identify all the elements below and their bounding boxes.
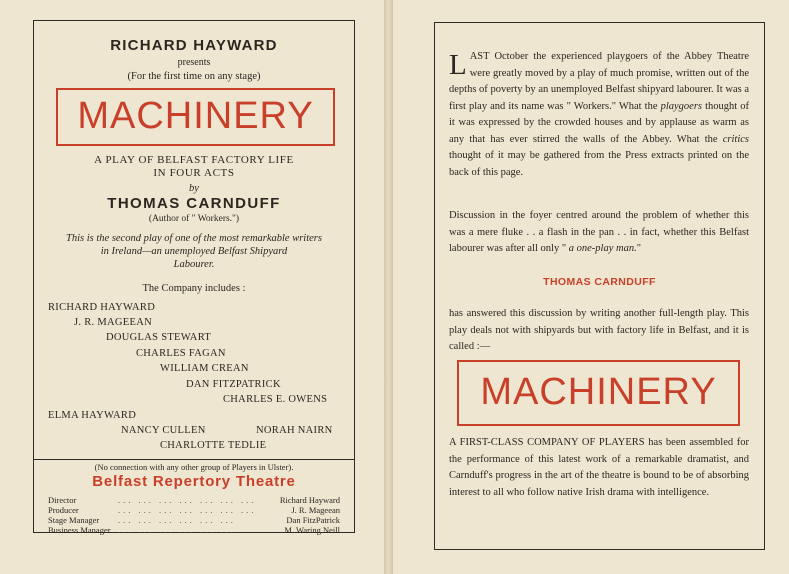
cast-member: CHARLES E. OWENS: [223, 394, 328, 405]
presents-label: presents: [177, 57, 211, 68]
theatre-name: Belfast Repertory Theatre: [92, 473, 296, 490]
intro-text-a: AST October the experienced playgoers of the Abbey Theatre were greatly moved by a play of much promise, written out of the depths of poverty by an unemployed Belfast shipyard labourer. It was a first play and its name was " Workers." What the: [449, 51, 749, 112]
left-page: [0, 0, 384, 574]
leader-dots: ... ... ... ... ... ... ...: [118, 495, 257, 505]
cast-member: CHARLES FAGAN: [136, 348, 226, 359]
cast-member: DOUGLAS STEWART: [106, 332, 212, 343]
cast-member: RICHARD HAYWARD: [48, 302, 156, 313]
discussion-text-b: ": [636, 243, 641, 254]
leader-dots: ... ... ... ... ... ... ...: [118, 505, 257, 515]
staff-row: [48, 505, 340, 515]
staff-name: J. R. Mageean: [291, 505, 340, 515]
drop-cap: L: [449, 49, 467, 81]
cast-member: NANCY CULLEN: [121, 425, 206, 436]
subtitle-line-1: A PLAY OF BELFAST FACTORY LIFE: [94, 154, 294, 166]
by-label: by: [189, 183, 199, 194]
cast-member: WILLIAM CREAN: [160, 363, 249, 374]
staff-row: [48, 515, 340, 525]
right-page-frame: [434, 22, 765, 550]
first-time-note: (For the first time on any stage): [127, 71, 261, 82]
play-title-box: MACHINERY: [457, 360, 740, 426]
staff-row: [48, 495, 340, 505]
tagline-line-2: in Ireland—an unemployed Belfast Shipyard: [100, 246, 288, 257]
tagline-line-3: Labourer.: [173, 259, 215, 270]
intro-text-c: thought of it may be gathered from the Press extracts printed on the back of this page.: [449, 150, 749, 178]
cast-member: J. R. MAGEEAN: [74, 317, 152, 328]
answer-paragraph: has answered this discussion by writing another full-length play. This play deals not with shipyards but with factory life in Belfast, and it is called :—: [449, 308, 749, 352]
cast-member: DAN FITZPATRICK: [186, 379, 281, 390]
right-page: [393, 0, 789, 574]
intro-text-b: thought of it was expressed by the crowded houses and by applause as warm as any that has ever stirred the walls of the Abbey. What the: [449, 100, 749, 145]
intro-emphasis-critics: critics: [722, 133, 749, 145]
author-note: (Author of " Workers."): [148, 214, 240, 224]
discussion-paragraph: [449, 208, 749, 258]
tagline: [34, 232, 354, 271]
cast-member: CHARLOTTE TEDLIE: [160, 440, 267, 451]
no-connection-note: (No connection with any other group of Players in Ulster).: [94, 462, 294, 472]
page-fold: [384, 0, 393, 574]
staff-role: Director: [48, 495, 77, 505]
author-name: THOMAS CARNDUFF: [107, 195, 281, 212]
cast-member: ELMA HAYWARD: [48, 410, 137, 421]
staff-name: M. Waring Neill: [284, 525, 340, 535]
presenter-name: RICHARD HAYWARD: [110, 37, 278, 54]
section-divider: [34, 459, 354, 460]
author-heading: THOMAS CARNDUFF: [543, 276, 656, 288]
company-paragraph: A FIRST-CLASS COMPANY OF PLAYERS has been assembled for the performance of this latest work of a remarkable dramatist, and Carnduff's progress in the art of the theatre is bound to be of absorbing interest to all who follow native Irish drama with intelligence.: [449, 437, 749, 498]
left-page-frame: [33, 20, 355, 533]
staff-row: [48, 525, 340, 535]
company-heading: The Company includes :: [142, 283, 246, 294]
staff-role: Business Manager: [48, 525, 111, 535]
staff-role: Stage Manager: [48, 515, 100, 525]
subtitle-line-2: IN FOUR ACTS: [153, 167, 235, 179]
discussion-text-a: Discussion in the foyer centred around the problem of whether this was a mere fluke . . a flash in the pan . . in fact, whether this Belfast labourer was after all only ": [449, 210, 749, 254]
leader-dots: ... ... ... ... ... ...: [118, 515, 236, 525]
intro-paragraph: [449, 49, 749, 181]
intro-emphasis-playgoers: playgoers: [660, 100, 702, 112]
discussion-emphasis: a one-play man.: [568, 243, 637, 254]
leader-dots: ... ... ... ... ... ...: [118, 525, 236, 535]
cast-member: NORAH NAIRN: [256, 425, 333, 436]
staff-name: Dan FitzPatrick: [286, 515, 340, 525]
staff-name: Richard Hayward: [279, 495, 340, 505]
play-title-box: MACHINERY: [56, 88, 335, 146]
staff-role: Producer: [48, 505, 79, 515]
play-subtitle: [34, 154, 354, 180]
tagline-line-1: This is the second play of one of the most remarkable writers: [66, 233, 322, 244]
